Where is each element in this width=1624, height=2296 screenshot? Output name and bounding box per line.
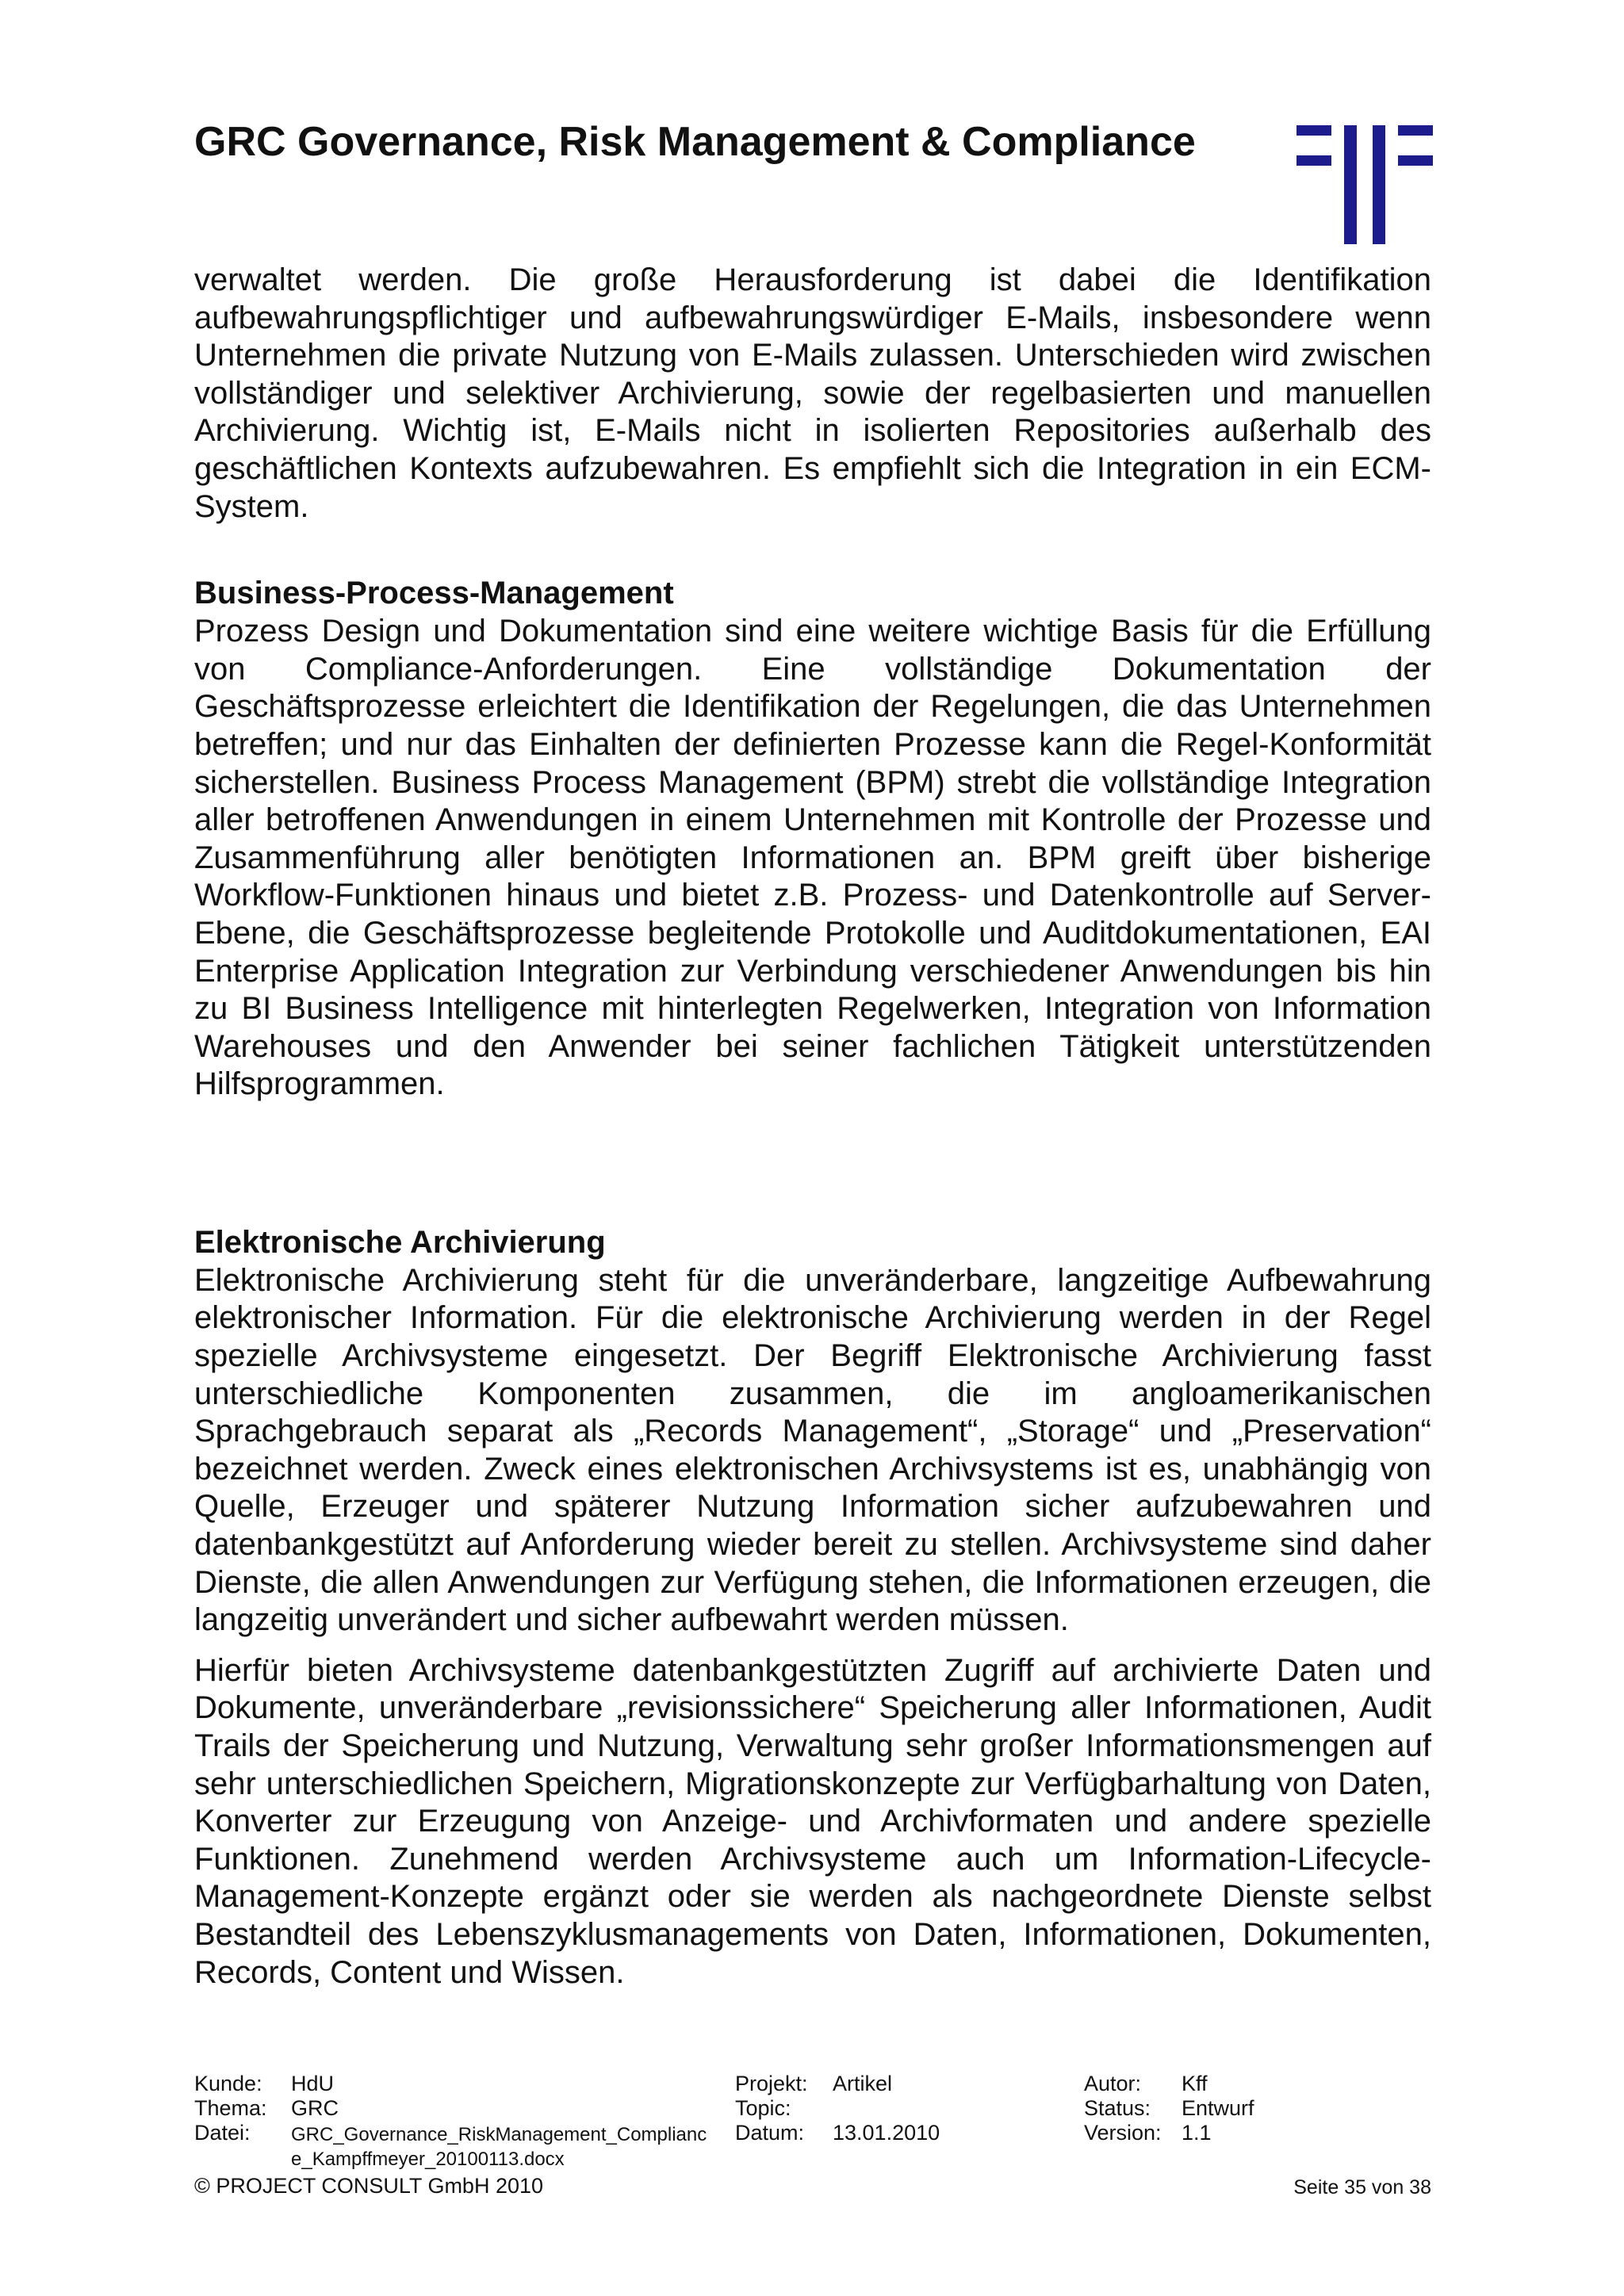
archiving-paragraph-2: Hierfür bieten Archivsysteme datenbankgestützten Zugriff auf archivierte Daten und Dokumente, unveränderbare „revisionssichere“ Speicherung aller Informationen, Audit Trails der Speicherung und Nutzung, Verwaltung sehr großer Informationsmengen auf sehr unterschiedlichen Speichern, Migrationskonzepte zur Verfügbarhaltung von Daten, Konverter zur Erzeugung von Anzeige- und Archivformaten und andere spezielle Funktionen. Zunehmend werden Archivsysteme auch um Information-Lifecycle-Management-Konzepte ergänzt oder sie werden als nachgeordnete Dienste selbst Bestandteil des Lebenszyklusmanagements von Daten, Informationen, Dokumenten, Records, Content und Wissen. xyxy=(194,1652,1431,1990)
footer-topic-label: Topic: xyxy=(735,2096,791,2120)
archiving-paragraph-1: Elektronische Archivierung steht für die unveränderbare, langzeitige Aufbewahrung elektronischer Information. Für die elektronische Archivierung werden in der Regel spezielle Archivsysteme eingesetzt. Der Begriff Elektronische Archivierung fasst unterschiedliche Komponenten zusammen, die im angloamerikanischen Sprachgebrauch separat als „Records Management“, „Storage“ und „Preservation“ bezeichnet werden. Zweck eines elektronischen Archivsystems ist es, unabhängig von Quelle, Erzeuger und späterer Nutzung Information sicher aufzubewahren und datenbankgestützt auf Anforderung wieder bereit zu stellen. Archivsysteme sind daher Dienste, die allen Anwendungen zur Verfügung stehen, die Informationen erzeugen, die langzeitig unverändert und sicher aufbewahrt werden müssen. xyxy=(194,1262,1431,1638)
footer-datei-value-line1: GRC_Governance_RiskManagement_Complianc xyxy=(291,2124,707,2145)
footer-thema-label: Thema: xyxy=(194,2096,267,2120)
intro-paragraph: verwaltet werden. Die große Herausforderung ist dabei die Identifikation aufbewahrungspflichtiger und aufbewahrungswürdiger E-Mails, insbesondere wenn Unternehmen die private Nutzung von E-Mails zulassen. Unterschieden wird zwischen vollständiger und selektiver Archivierung, sowie der regelbasierten und manuellen Archivierung. Wichtig ist, E-Mails nicht in isolierten Repositories außerhalb des geschäftlichen Kontexts aufzubewahren. Es empfiehlt sich die Integration in ein ECM-System. xyxy=(194,262,1431,524)
footer-thema-value: GRC xyxy=(291,2096,339,2120)
footer-copyright: © PROJECT CONSULT GmbH 2010 xyxy=(194,2174,544,2198)
footer-autor-label: Autor: xyxy=(1084,2072,1142,2095)
project-consult-logo xyxy=(1297,125,1433,244)
footer-datei-label: Datei: xyxy=(194,2121,251,2145)
section-heading-archiving: Elektronische Archivierung xyxy=(194,1224,606,1260)
footer-projekt-value: Artikel xyxy=(833,2072,893,2095)
section-heading-bpm: Business-Process-Management xyxy=(194,576,674,611)
footer-status-value: Entwurf xyxy=(1182,2096,1254,2120)
footer-version-label: Version: xyxy=(1084,2121,1162,2145)
footer-autor-value: Kff xyxy=(1182,2072,1208,2095)
footer-version-value: 1.1 xyxy=(1182,2121,1212,2145)
footer-kunde-label: Kunde: xyxy=(194,2072,262,2095)
footer-status-label: Status: xyxy=(1084,2096,1151,2120)
document-body xyxy=(194,262,1431,1992)
bpm-paragraph: Prozess Design und Dokumentation sind eine weitere wichtige Basis für die Erfüllung von Compliance-Anforderungen. Eine vollständige Dokumentation der Geschäftsprozesse erleichtert die Identifikation der Regelungen, die das Unternehmen betreffen; und nur das Einhalten der definierten Prozesse kann die Regel-Konformität sicherstellen. Business Process Management (BPM) strebt die vollständige Integration aller betroffenen Anwendungen in einem Unternehmen mit Kontrolle der Prozesse und Zusammenführung aller benötigten Informationen an. BPM greift über bisherige Workflow-Funktionen hinaus und bietet z.B. Prozess- und Datenkontrolle auf Server-Ebene, die Geschäftsprozesse begleitende Protokolle und Auditdokumentationen, EAI Enterprise Application Integration zur Verbindung verschiedener Anwendungen bis hin zu BI Business Intelligence mit hinterlegten Regelwerken, Integration von Information Warehouses und den Anwender bei seiner fachlichen Tätigkeit unterstützenden Hilfsprogrammen. xyxy=(194,614,1431,1102)
page-header xyxy=(194,116,1431,251)
footer-kunde-value: HdU xyxy=(291,2072,335,2095)
footer-projekt-label: Projekt: xyxy=(735,2072,808,2095)
footer-datum-value: 13.01.2010 xyxy=(833,2121,940,2145)
footer-datei-value-line2: e_Kampffmeyer_20100113.docx xyxy=(291,2149,565,2170)
page-title: GRC Governance, Risk Management & Compliance xyxy=(194,119,1196,165)
footer-datum-label: Datum: xyxy=(735,2121,805,2145)
footer-page-number: Seite 35 von 38 xyxy=(1293,2176,1431,2198)
